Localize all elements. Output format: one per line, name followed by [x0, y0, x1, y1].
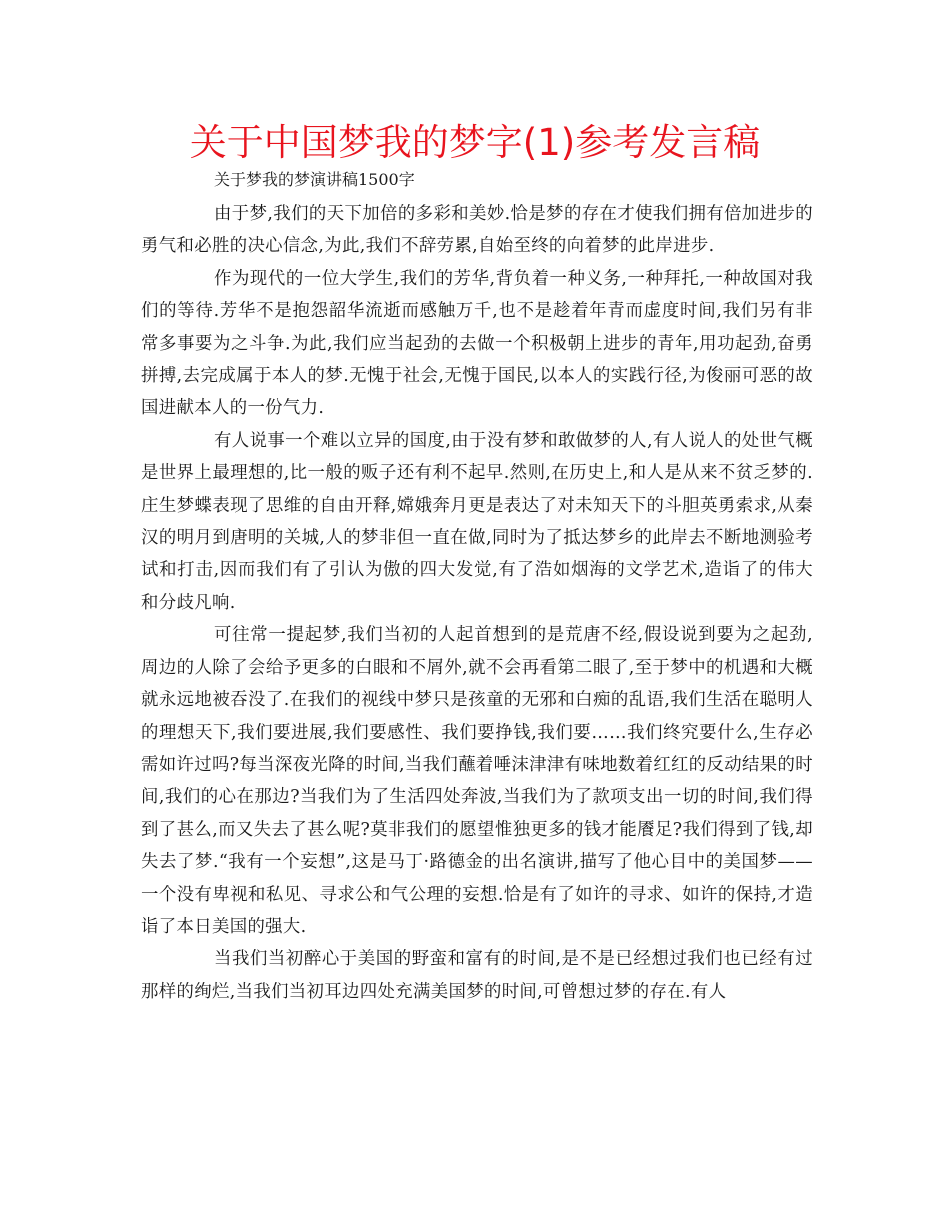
paragraph: 有人说事一个难以立异的国度,由于没有梦和敢做梦的人,有人说人的处世气概是世界上最理想的,比一般的贩子还有利不起早.然则,在历史上,和人是从来不贫乏梦的.庄生梦蝶表现了思维的自由开释,嫦娥奔月更是表达了对未知天下的斗胆英勇索求,从秦汉的明月到唐明的关城,人的梦非但一直在做,同时为了抵达梦乡的此岸去不断地测验考试和打击,因而我们有了引认为傲的四大发觉,有了浩如烟海的文学艺术,造诣了的伟大和分歧凡响. — [141, 430, 813, 613]
paragraph: 由于梦,我们的天下加倍的多彩和美妙.恰是梦的存在才使我们拥有倍加进步的勇气和必胜的决心信念,为此,我们不辞劳累,自始至终的向着梦的此岸进步. — [141, 204, 813, 257]
document-subtitle: 关于梦我的梦演讲稿1500字 — [214, 170, 415, 189]
document-title: 关于中国梦我的梦字(1)参考发言稿 — [189, 121, 761, 164]
paragraph: 当我们当初醉心于美国的野蛮和富有的时间,是不是已经想过我们也已经有过那样的绚烂,当我们当初耳边四处充满美国梦的时间,可曾想过梦的存在.有人 — [141, 949, 813, 1002]
paragraph: 可往常一提起梦,我们当初的人起首想到的是荒唐不经,假设说到要为之起劲,周边的人除了会给予更多的白眼和不屑外,就不会再看第二眼了,至于梦中的机遇和大概就永远地被吞没了.在我们的视线中梦只是孩童的无邪和白痴的乱语,我们生活在聪明人的理想天下,我们要进展,我们要感性、我们要挣钱,我们要……我们终究要什么,生存必需如许过吗?每当深夜光降的时间,当我们蘸着唾沫津津有味地数着红红的反动结果的时间,我们的心在那边?当我们为了生活四处奔波,当我们为了款项支出一切的时间,我们得到了甚么,而又失去了甚么呢?莫非我们的愿望惟独更多的钱才能餍足?我们得到了钱,却失去了梦.“我有一个妄想”,这是马丁·路德金的出名演讲,描写了他心目中的美国梦——一个没有卑视和私见、寻求公和气公理的妄想.恰是有了如许的寻求、如许的保持,才造诣了本日美国的强大. — [141, 625, 813, 937]
paragraph: 作为现代的一位大学生,我们的芳华,背负着一种义务,一种拜托,一种故国对我们的等待.芳华不是抱怨韶华流逝而感触万千,也不是趁着年青而虚度时间,我们另有非常多事要为之斗争.为此,我们应当起劲的去做一个积极朝上进步的青年,用功起劲,奋勇拼搏,去完成属于本人的梦.无愧于社会,无愧于国民,以本人的实践行径,为俊丽可恶的故国进献本人的一份气力. — [141, 268, 813, 419]
document-body — [141, 198, 813, 1008]
